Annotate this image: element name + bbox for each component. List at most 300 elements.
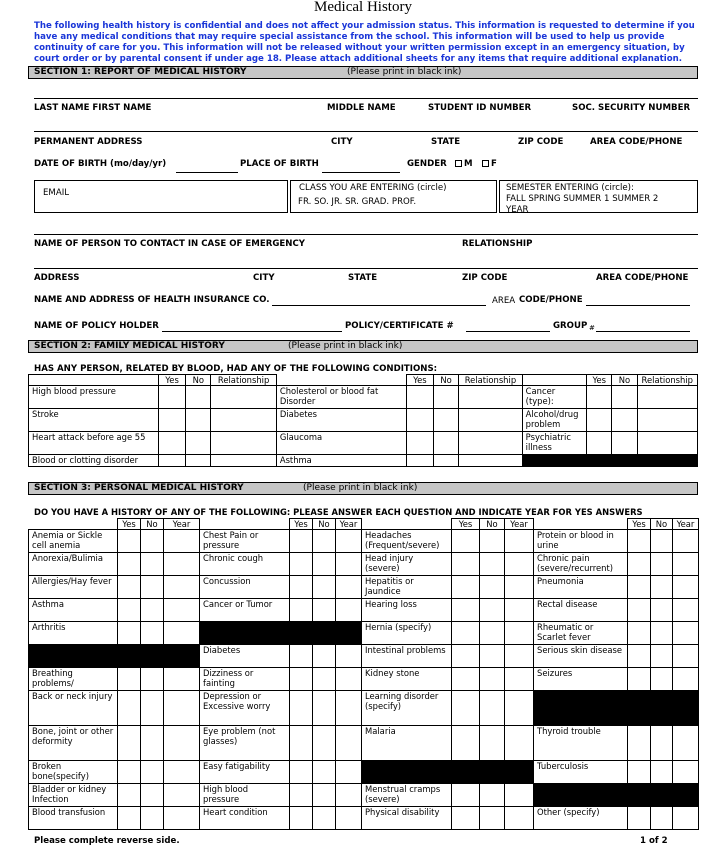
condition-label: Chronic pain (severe/recurrent): [534, 553, 628, 576]
condition-label: Other (specify): [534, 807, 628, 830]
condition-label: Tuberculosis: [534, 761, 628, 784]
no-cell[interactable]: [651, 530, 673, 553]
condition-label: High blood pressure: [29, 386, 159, 409]
year-cell[interactable]: [164, 622, 200, 645]
condition-label: Diabetes: [200, 645, 290, 668]
yes-cell[interactable]: [158, 432, 185, 455]
header-blank: [522, 375, 586, 386]
year-cell[interactable]: [164, 726, 200, 761]
year-cell[interactable]: [505, 645, 534, 668]
no-cell[interactable]: [313, 576, 336, 599]
emergency-zip-label: ZIP CODE: [462, 273, 508, 283]
condition-label: Physical disability: [362, 807, 452, 830]
yes-cell[interactable]: [452, 530, 480, 553]
header-blank: [534, 519, 628, 530]
no-cell[interactable]: [141, 761, 164, 784]
yes-cell[interactable]: [452, 599, 480, 622]
condition-label: Head injury (severe): [362, 553, 452, 576]
year-cell[interactable]: [673, 553, 699, 576]
year-cell[interactable]: [673, 761, 699, 784]
blacked-out-cell: [534, 691, 699, 726]
year-cell[interactable]: [164, 576, 200, 599]
year-cell[interactable]: [164, 553, 200, 576]
yes-cell[interactable]: [118, 553, 141, 576]
condition-label: Chronic cough: [200, 553, 290, 576]
blacked-out-cell: [200, 622, 362, 645]
no-cell[interactable]: [480, 807, 505, 830]
group-line[interactable]: [596, 331, 690, 332]
personal-history-table: [28, 518, 699, 830]
condition-label: Dizziness or fainting: [200, 668, 290, 691]
class-options[interactable]: FR. SO. JR. SR. GRAD. PROF.: [298, 197, 417, 207]
header-blank: [29, 519, 118, 530]
no-cell[interactable]: [186, 455, 211, 467]
condition-label: Malaria: [362, 726, 452, 761]
condition-label: Alcohol/drug problem: [522, 409, 586, 432]
yes-cell[interactable]: [290, 807, 313, 830]
year-cell[interactable]: [505, 691, 534, 726]
year-cell[interactable]: [505, 576, 534, 599]
relationship-cell[interactable]: [459, 432, 522, 455]
year-cell[interactable]: [164, 807, 200, 830]
condition-label: Rheumatic or Scarlet fever: [534, 622, 628, 645]
yes-cell[interactable]: [587, 409, 612, 432]
year-cell[interactable]: [673, 807, 699, 830]
condition-label: Bladder or kidney Infection: [29, 784, 118, 807]
no-cell[interactable]: [313, 599, 336, 622]
emergency-line: [34, 234, 698, 235]
relationship-cell[interactable]: [211, 432, 276, 455]
yes-cell[interactable]: [118, 726, 141, 761]
relationship-cell[interactable]: [211, 386, 276, 409]
condition-label: Rectal disease: [534, 599, 628, 622]
condition-label: Anorexia/Bulimia: [29, 553, 118, 576]
no-cell[interactable]: [480, 553, 505, 576]
condition-label: Hernia (specify): [362, 622, 452, 645]
section3-title: SECTION 3: PERSONAL MEDICAL HISTORY: [34, 483, 244, 493]
section1-header: [28, 66, 698, 79]
condition-label: Hepatitis or Jaundice: [362, 576, 452, 599]
condition-label: Pneumonia: [534, 576, 628, 599]
condition-label: Serious skin disease: [534, 645, 628, 668]
yes-cell[interactable]: [158, 409, 185, 432]
condition-label: Cholesterol or blood fat Disorder: [276, 386, 406, 409]
year-cell[interactable]: [505, 726, 534, 761]
year-cell[interactable]: [505, 784, 534, 807]
yes-cell[interactable]: [158, 386, 185, 409]
header-blank: [276, 375, 406, 386]
yes-cell[interactable]: [406, 432, 433, 455]
condition-label: Blood transfusion: [29, 807, 118, 830]
no-cell[interactable]: [434, 432, 459, 455]
yes-cell[interactable]: [587, 432, 612, 455]
relationship-cell[interactable]: [459, 455, 522, 467]
yes-cell[interactable]: [628, 599, 651, 622]
footer-note: Please complete reverse side.: [34, 836, 180, 846]
condition-label: Heart condition: [200, 807, 290, 830]
yes-cell[interactable]: [628, 622, 651, 645]
year-cell[interactable]: [164, 761, 200, 784]
year-cell[interactable]: [673, 576, 699, 599]
condition-label: Hearing loss: [362, 599, 452, 622]
no-cell[interactable]: [651, 807, 673, 830]
no-cell[interactable]: [480, 691, 505, 726]
no-cell[interactable]: [141, 622, 164, 645]
yes-cell[interactable]: [290, 726, 313, 761]
condition-label: Menstrual cramps (severe): [362, 784, 452, 807]
class-box: [290, 180, 497, 213]
emergency-state-label: STATE: [348, 273, 378, 283]
relationship-label: RELATIONSHIP: [462, 239, 533, 249]
year-cell[interactable]: [673, 599, 699, 622]
pob-label: PLACE OF BIRTH: [240, 159, 319, 169]
no-cell[interactable]: [141, 691, 164, 726]
emergency-label: NAME OF PERSON TO CONTACT IN CASE OF EMERGENCY: [34, 239, 305, 249]
header-relationship: Relationship: [637, 375, 697, 386]
yes-cell[interactable]: [290, 576, 313, 599]
year-cell[interactable]: [164, 784, 200, 807]
header-yes: Yes: [158, 375, 185, 386]
year-cell[interactable]: [336, 576, 362, 599]
no-cell[interactable]: [141, 576, 164, 599]
no-cell[interactable]: [480, 530, 505, 553]
condition-label: Learning disorder (specify): [362, 691, 452, 726]
yes-cell[interactable]: [290, 553, 313, 576]
header-yes: Yes: [587, 375, 612, 386]
no-cell[interactable]: [313, 530, 336, 553]
year-cell[interactable]: [673, 622, 699, 645]
header-no: No: [480, 519, 505, 530]
no-cell[interactable]: [612, 386, 637, 409]
yes-cell[interactable]: [118, 668, 141, 691]
no-cell[interactable]: [313, 553, 336, 576]
semester-year: YEAR: [506, 205, 529, 215]
no-cell[interactable]: [651, 726, 673, 761]
relationship-cell[interactable]: [637, 386, 697, 409]
blacked-out-cell: [522, 455, 697, 467]
year-cell[interactable]: [336, 726, 362, 761]
condition-label: Arthritis: [29, 622, 118, 645]
no-cell[interactable]: [612, 432, 637, 455]
section2-title: SECTION 2: FAMILY MEDICAL HISTORY: [34, 341, 225, 351]
condition-label: Heart attack before age 55: [29, 432, 159, 455]
personal-table-header: [29, 519, 699, 530]
yes-cell[interactable]: [118, 576, 141, 599]
condition-label: Diabetes: [276, 409, 406, 432]
permanent-address-label: PERMANENT ADDRESS: [34, 137, 143, 147]
no-cell[interactable]: [141, 668, 164, 691]
year-cell[interactable]: [505, 622, 534, 645]
table-row: [29, 409, 698, 432]
no-cell[interactable]: [313, 691, 336, 726]
condition-label: Protein or blood in urine: [534, 530, 628, 553]
header-yes: Yes: [118, 519, 141, 530]
relationship-cell[interactable]: [637, 409, 697, 432]
yes-cell[interactable]: [158, 455, 185, 467]
condition-label: High blood pressure: [200, 784, 290, 807]
yes-cell[interactable]: [452, 622, 480, 645]
header-blank: [362, 519, 452, 530]
yes-cell[interactable]: [290, 530, 313, 553]
header-year: Year: [164, 519, 200, 530]
yes-cell[interactable]: [406, 409, 433, 432]
yes-cell[interactable]: [452, 553, 480, 576]
no-cell[interactable]: [612, 409, 637, 432]
header-no: No: [612, 375, 637, 386]
state-label: STATE: [431, 137, 461, 147]
no-cell[interactable]: [141, 807, 164, 830]
email-label: EMAIL: [43, 188, 70, 198]
year-cell[interactable]: [336, 530, 362, 553]
header-year: Year: [336, 519, 362, 530]
yes-cell[interactable]: [290, 761, 313, 784]
relationship-cell[interactable]: [211, 409, 276, 432]
no-cell[interactable]: [313, 726, 336, 761]
condition-label: Seizures: [534, 668, 628, 691]
city-label: CITY: [331, 137, 353, 147]
no-cell[interactable]: [141, 553, 164, 576]
yes-cell[interactable]: [628, 807, 651, 830]
condition-label: Breathing problems/: [29, 668, 118, 691]
yes-cell[interactable]: [452, 726, 480, 761]
yes-cell[interactable]: [452, 668, 480, 691]
gender-f-checkbox[interactable]: [482, 160, 489, 167]
no-cell[interactable]: [313, 761, 336, 784]
group-label: GROUP: [553, 321, 588, 331]
policy-cert-label: POLICY/CERTIFICATE #: [345, 321, 454, 331]
middle-name-label: MIDDLE NAME: [327, 103, 396, 113]
year-cell[interactable]: [673, 645, 699, 668]
year-cell[interactable]: [164, 599, 200, 622]
condition-label: Eye problem (not glasses): [200, 726, 290, 761]
condition-label: Intestinal problems: [362, 645, 452, 668]
insurance-label: NAME AND ADDRESS OF HEALTH INSURANCE CO.: [34, 295, 270, 305]
last-first-name-label: LAST NAME FIRST NAME: [34, 103, 152, 113]
family-table-header: [29, 375, 698, 386]
family-history-table: [28, 374, 698, 467]
table-row: [29, 645, 699, 668]
no-cell[interactable]: [651, 622, 673, 645]
yes-cell[interactable]: [290, 645, 313, 668]
class-label: CLASS YOU ARE ENTERING (circle): [299, 183, 447, 193]
no-cell[interactable]: [434, 409, 459, 432]
table-row: [29, 599, 699, 622]
year-cell[interactable]: [336, 553, 362, 576]
year-cell[interactable]: [164, 668, 200, 691]
yes-cell[interactable]: [628, 553, 651, 576]
gender-m-label: M: [464, 159, 473, 169]
no-cell[interactable]: [651, 599, 673, 622]
table-row: [29, 432, 698, 455]
year-cell[interactable]: [336, 761, 362, 784]
year-cell[interactable]: [336, 784, 362, 807]
no-cell[interactable]: [313, 668, 336, 691]
pob-line[interactable]: [322, 172, 400, 173]
condition-label: Depression or Excessive worry: [200, 691, 290, 726]
yes-cell[interactable]: [118, 599, 141, 622]
no-cell[interactable]: [313, 784, 336, 807]
condition-label: Easy fatigability: [200, 761, 290, 784]
year-cell[interactable]: [505, 668, 534, 691]
no-cell[interactable]: [651, 668, 673, 691]
year-cell[interactable]: [505, 599, 534, 622]
year-cell[interactable]: [505, 530, 534, 553]
table-row: [29, 530, 699, 553]
yes-cell[interactable]: [290, 599, 313, 622]
policy-cert-line[interactable]: [466, 331, 550, 332]
no-cell[interactable]: [313, 807, 336, 830]
header-yes: Yes: [452, 519, 480, 530]
no-cell[interactable]: [480, 645, 505, 668]
no-cell[interactable]: [186, 386, 211, 409]
page-number: 1 of 2: [640, 836, 668, 846]
yes-cell[interactable]: [452, 691, 480, 726]
insurance-phone-line[interactable]: [586, 305, 690, 306]
yes-cell[interactable]: [628, 668, 651, 691]
yes-cell[interactable]: [118, 784, 141, 807]
gender-m-checkbox[interactable]: [455, 160, 462, 167]
year-cell[interactable]: [336, 645, 362, 668]
emergency-address-line: [34, 268, 698, 269]
yes-cell[interactable]: [628, 645, 651, 668]
condition-label: Cancer (type):: [522, 386, 586, 409]
yes-cell[interactable]: [452, 645, 480, 668]
yes-cell[interactable]: [452, 807, 480, 830]
emergency-city-label: CITY: [253, 273, 275, 283]
table-row: [29, 455, 698, 467]
condition-label: Asthma: [29, 599, 118, 622]
semester-options[interactable]: FALL SPRING SUMMER 1 SUMMER 2: [506, 194, 659, 204]
semester-box: [499, 180, 698, 213]
relationship-cell[interactable]: [459, 386, 522, 409]
email-box[interactable]: [34, 180, 288, 213]
yes-cell[interactable]: [452, 784, 480, 807]
student-id-label: STUDENT ID NUMBER: [428, 103, 532, 113]
table-row: [29, 622, 699, 645]
yes-cell[interactable]: [290, 668, 313, 691]
gender-f-label: F: [491, 159, 497, 169]
no-cell[interactable]: [186, 409, 211, 432]
no-cell[interactable]: [651, 645, 673, 668]
yes-cell[interactable]: [118, 807, 141, 830]
yes-cell[interactable]: [406, 386, 433, 409]
no-cell[interactable]: [141, 599, 164, 622]
yes-cell[interactable]: [290, 691, 313, 726]
relationship-cell[interactable]: [211, 455, 276, 467]
condition-label: Back or neck injury: [29, 691, 118, 726]
condition-label: Chest Pain or pressure: [200, 530, 290, 553]
condition-label: Cancer or Tumor: [200, 599, 290, 622]
yes-cell[interactable]: [290, 784, 313, 807]
year-cell[interactable]: [164, 530, 200, 553]
header-no: No: [313, 519, 336, 530]
year-cell[interactable]: [505, 807, 534, 830]
relationship-cell[interactable]: [459, 409, 522, 432]
condition-label: Asthma: [276, 455, 406, 467]
yes-cell[interactable]: [628, 726, 651, 761]
insurance-line[interactable]: [272, 305, 486, 306]
blacked-out-cell: [362, 761, 534, 784]
year-cell[interactable]: [336, 691, 362, 726]
year-cell[interactable]: [336, 599, 362, 622]
condition-label: Glaucoma: [276, 432, 406, 455]
yes-cell[interactable]: [452, 576, 480, 599]
table-row: [29, 553, 699, 576]
no-cell[interactable]: [313, 645, 336, 668]
year-cell[interactable]: [336, 668, 362, 691]
no-cell[interactable]: [480, 576, 505, 599]
header-no: No: [186, 375, 211, 386]
relationship-cell[interactable]: [637, 432, 697, 455]
no-cell[interactable]: [141, 530, 164, 553]
no-cell[interactable]: [651, 553, 673, 576]
header-blank: [200, 519, 290, 530]
condition-label: Headaches (Frequent/severe): [362, 530, 452, 553]
no-cell[interactable]: [141, 784, 164, 807]
policy-holder-label: NAME OF POLICY HOLDER: [34, 321, 159, 331]
no-cell[interactable]: [480, 599, 505, 622]
no-cell[interactable]: [141, 726, 164, 761]
no-cell[interactable]: [480, 726, 505, 761]
yes-cell[interactable]: [628, 761, 651, 784]
header-blank: [29, 375, 159, 386]
yes-cell[interactable]: [118, 691, 141, 726]
yes-cell[interactable]: [628, 576, 651, 599]
header-no: No: [141, 519, 164, 530]
intro-paragraph: The following health history is confidential and does not affect your admission status. This information is requested to determine if you have any medical conditions that may require special assistance from the school. This information will be used to help us provide continuity of care for you. This information will not be released without your written permission except in an emergency situation, by court order or by parental consent if under age 18. Please attach additional sheets for any items that require additional explanation.: [34, 21, 695, 64]
blacked-out-cell: [29, 645, 200, 668]
no-cell[interactable]: [186, 432, 211, 455]
no-cell[interactable]: [480, 668, 505, 691]
header-yes: Yes: [290, 519, 313, 530]
yes-cell[interactable]: [118, 761, 141, 784]
no-cell[interactable]: [651, 576, 673, 599]
year-cell[interactable]: [505, 553, 534, 576]
condition-label: Broken bone(specify): [29, 761, 118, 784]
yes-cell[interactable]: [118, 622, 141, 645]
policy-holder-line[interactable]: [162, 331, 342, 332]
year-cell[interactable]: [673, 726, 699, 761]
no-cell[interactable]: [434, 455, 459, 467]
table-row: [29, 807, 699, 830]
table-row: [29, 784, 699, 807]
no-cell[interactable]: [434, 386, 459, 409]
yes-cell[interactable]: [118, 530, 141, 553]
yes-cell[interactable]: [406, 455, 433, 467]
table-row: [29, 386, 698, 409]
yes-cell[interactable]: [628, 530, 651, 553]
dob-line[interactable]: [176, 172, 238, 173]
condition-label: Bone, joint or other deformity: [29, 726, 118, 761]
address-line: [34, 131, 698, 132]
no-cell[interactable]: [651, 761, 673, 784]
zip-label: ZIP CODE: [518, 137, 564, 147]
header-relationship: Relationship: [459, 375, 522, 386]
year-cell[interactable]: [673, 530, 699, 553]
no-cell[interactable]: [480, 784, 505, 807]
condition-label: Stroke: [29, 409, 159, 432]
section2-note: (Please print in black ink): [288, 341, 403, 351]
insurance-phone-label: CODE/PHONE: [519, 295, 583, 305]
header-relationship: Relationship: [211, 375, 276, 386]
year-cell[interactable]: [673, 668, 699, 691]
yes-cell[interactable]: [587, 386, 612, 409]
section2-header: [28, 340, 698, 353]
blacked-out-cell: [534, 784, 699, 807]
year-cell[interactable]: [164, 691, 200, 726]
no-cell[interactable]: [480, 622, 505, 645]
year-cell[interactable]: [336, 807, 362, 830]
